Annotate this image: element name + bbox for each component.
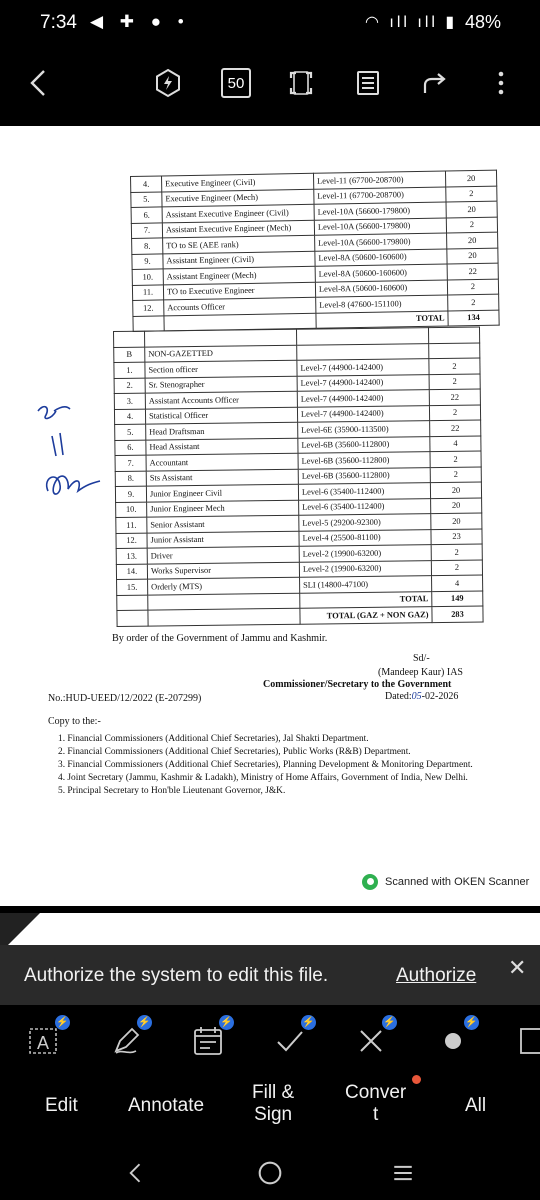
total-label-cell: TOTAL: [300, 591, 432, 608]
serial-number-cell: 10.: [116, 502, 147, 518]
authorize-banner: [0, 945, 540, 1005]
empty-cell: [296, 328, 428, 345]
serial-number-cell: 9.: [115, 486, 146, 502]
empty-cell: [117, 595, 148, 611]
pay-level-cell: Level-10A (56600-179800): [314, 217, 446, 235]
flash-icon[interactable]: [150, 65, 186, 101]
date-stamp-tool-icon[interactable]: [190, 1017, 233, 1063]
pay-level-cell: Level-10A (56600-179800): [314, 202, 446, 220]
scanner-logo-icon: [362, 874, 378, 890]
pay-level-cell: Level-10A (56600-179800): [315, 233, 447, 251]
share-icon[interactable]: [417, 65, 453, 101]
pay-level-cell: SLI (14800-47100): [300, 576, 432, 593]
empty-cell: [148, 593, 300, 610]
pay-level-cell: Level-5 (29200-92300): [299, 514, 431, 531]
serial-number-cell: 10.: [132, 269, 163, 285]
empty-cell: [148, 608, 300, 625]
serial-number-cell: 8.: [115, 471, 146, 487]
post-name-cell: Executive Engineer (Civil): [162, 173, 314, 191]
dated-rest: -02-2026: [421, 691, 459, 702]
pay-level-cell: Level-6B (35600-112800): [298, 452, 430, 469]
empty-cell: [117, 610, 148, 626]
post-name-cell: Junior Assistant: [147, 531, 299, 548]
premium-bolt-icon: ⚡: [56, 1017, 69, 1028]
pay-level-cell: Level-8A (50600-160600): [315, 279, 447, 297]
pay-level-cell: Level-8A (50600-160600): [315, 248, 447, 266]
authorize-message: Authorize the system to edit this file.: [24, 965, 329, 986]
authorize-button[interactable]: Authorize: [396, 965, 477, 986]
premium-bolt-icon: ⚡: [302, 1017, 315, 1028]
reference-number: No.:HUD-UEED/12/2022 (E-207299): [48, 693, 202, 704]
premium-bolt-icon: ⚡: [220, 1017, 233, 1028]
tab-all[interactable]: All: [465, 1095, 487, 1116]
new-feature-dot: [412, 1075, 421, 1084]
strength-cell: 2: [446, 217, 497, 233]
tab-annotate[interactable]: Annotate: [128, 1095, 205, 1116]
post-name-cell: Junior Engineer Civil: [146, 484, 298, 501]
serial-number-cell: 5.: [131, 191, 162, 207]
post-name-cell: Assistant Engineer (Civil): [163, 251, 315, 269]
serial-number-cell: 12.: [133, 300, 164, 316]
total-value-cell: 134: [448, 310, 499, 326]
post-name-cell: Head Assistant: [146, 438, 298, 455]
post-name-cell: TO to SE (AEE rank): [163, 235, 315, 253]
strength-cell: 4: [432, 575, 483, 591]
post-name-cell: Works Supervisor: [147, 562, 299, 579]
post-name-cell: Senior Assistant: [147, 515, 299, 532]
grand-total-row: [117, 606, 483, 626]
total-value-cell: 283: [432, 606, 483, 622]
strength-cell: 23: [431, 529, 482, 545]
serial-number-cell: 6.: [131, 207, 162, 223]
post-name-cell: Junior Engineer Mech: [147, 500, 299, 517]
serial-number-cell: 4.: [114, 409, 145, 425]
serial-number-cell: 1.: [114, 362, 145, 378]
pay-level-cell: Level-8A (50600-160600): [315, 264, 447, 282]
dated-label: Dated:: [385, 691, 412, 702]
strength-cell: 20: [431, 513, 482, 529]
empty-cell: [133, 315, 164, 331]
nav-recents-icon[interactable]: [385, 1155, 421, 1191]
signed-mark: Sd/-: [413, 653, 430, 664]
signatory-name: (Mandeep Kaur) IAS: [378, 667, 463, 678]
non-gazetted-staff-table: [113, 327, 484, 627]
serial-number-cell: 15.: [117, 579, 148, 595]
serial-number-cell: 3.: [114, 393, 145, 409]
strength-cell: 2: [430, 451, 481, 467]
document-page: [0, 126, 540, 906]
post-name-cell: Section officer: [145, 360, 297, 377]
post-name-cell: Sr. Stenographer: [145, 376, 297, 393]
serial-number-cell: 5.: [115, 424, 146, 440]
serial-number-cell: 9.: [132, 253, 163, 269]
checkmark-tool-icon[interactable]: [272, 1017, 315, 1063]
system-navigation-bar: [0, 1145, 540, 1200]
serial-number-cell: 7.: [131, 222, 162, 238]
tab-fill-and-sign[interactable]: [252, 1082, 294, 1126]
fullscreen-icon[interactable]: [283, 65, 319, 101]
serial-number-cell: 7.: [115, 455, 146, 471]
more-tool-icon[interactable]: [517, 1023, 540, 1063]
tab-convert-line1: Conver: [345, 1082, 407, 1103]
more-options-icon[interactable]: [483, 65, 519, 101]
pay-level-cell: Level-11 (67700-208700): [313, 171, 445, 189]
serial-number-cell: 11.: [116, 517, 147, 533]
serial-number-cell: 13.: [116, 548, 147, 564]
strength-cell: 2: [447, 279, 498, 295]
strength-cell: 2: [446, 186, 497, 202]
pay-level-cell: Level-2 (19900-63200): [299, 545, 431, 562]
serial-number-cell: 4.: [131, 176, 162, 192]
pen-tool-icon[interactable]: [108, 1017, 151, 1063]
strength-cell: 20: [446, 201, 497, 217]
empty-cell: [428, 327, 479, 343]
page-count-badge[interactable]: [218, 65, 254, 101]
serial-number-cell: 8.: [132, 238, 163, 254]
pay-level-cell: Level-4 (25500-81100): [299, 529, 431, 546]
section-letter-cell: B: [114, 347, 145, 363]
strength-cell: 4: [430, 436, 481, 452]
pay-level-cell: Level-7 (44900-142400): [297, 359, 429, 376]
list-item: 4. Joint Secretary (Jammu, Kashmir & Ladakh), Ministry of Home Affairs, Government of India, New Delhi.: [58, 773, 468, 783]
viewer-toolbar: [0, 48, 540, 118]
total-label-cell: TOTAL (GAZ + NON GAZ): [300, 607, 432, 624]
document-viewport[interactable]: [0, 118, 540, 958]
total-value-cell: 149: [432, 591, 483, 607]
svg-text:A: A: [37, 1033, 50, 1053]
close-icon[interactable]: ✕: [508, 955, 527, 980]
empty-cell: [297, 343, 429, 360]
post-name-cell: Assistant Executive Engineer (Civil): [162, 204, 314, 222]
post-name-cell: Sts Assistant: [146, 469, 298, 486]
post-name-cell: Accounts Officer: [164, 297, 316, 315]
strength-cell: 2: [448, 294, 499, 310]
post-name-cell: Assistant Executive Engineer (Mech): [162, 220, 314, 238]
list-item: 2. Financial Commissioners (Additional Chief Secretaries), Public Works (R&B) Department.: [58, 747, 411, 757]
post-name-cell: Assistant Engineer (Mech): [163, 266, 315, 284]
post-name-cell: Accountant: [146, 453, 298, 470]
empty-cell: [145, 329, 297, 346]
pay-level-cell: Level-2 (19900-63200): [299, 560, 431, 577]
pay-level-cell: Level-6E (35900-113500): [298, 421, 430, 438]
tab-convert-line2: t: [372, 1104, 379, 1125]
list-item: 1. Financial Commissioners (Additional Chief Secretaries), Jal Shakti Department.: [58, 734, 369, 744]
signal-wifi-icons: ◠ ıll ıll ▮: [365, 14, 458, 31]
empty-cell: [114, 331, 145, 347]
strength-cell: 22: [447, 263, 498, 279]
strength-cell: 20: [431, 498, 482, 514]
post-name-cell: Assistant Accounts Officer: [145, 391, 297, 408]
post-name-cell: Orderly (MTS): [148, 577, 300, 594]
tab-fill-and-sign-line2: Sign: [254, 1104, 293, 1125]
pay-level-cell: Level-6B (35600-112800): [298, 467, 430, 484]
post-name-cell: Statistical Officer: [145, 407, 297, 424]
pay-level-cell: Level-7 (44900-142400): [297, 374, 429, 391]
copy-to-heading: Copy to the:-: [48, 716, 101, 727]
back-arrow-icon[interactable]: [22, 65, 58, 101]
status-time: 7:34: [40, 12, 77, 33]
post-name-cell: TO to Executive Engineer: [163, 282, 315, 300]
status-bar: [0, 0, 540, 48]
premium-bolt-icon: ⚡: [383, 1017, 396, 1028]
notification-icons: ◀ ✚ ● •: [90, 12, 190, 31]
strength-cell: 22: [430, 420, 481, 436]
bottom-tab-bar: [0, 1075, 540, 1145]
dated-line: [385, 691, 458, 702]
premium-bolt-icon: ⚡: [465, 1017, 478, 1028]
scanner-credit-text: Scanned with OKEN Scanner: [385, 876, 530, 888]
pay-level-cell: Level-8 (47600-151100): [316, 295, 448, 313]
strength-cell: 20: [445, 170, 496, 186]
premium-bolt-icon: ⚡: [138, 1017, 151, 1028]
pay-level-cell: Level-6B (35600-112800): [298, 436, 430, 453]
copy-to-list: [58, 734, 478, 799]
tab-fill-and-sign-line1: Fill &: [252, 1082, 295, 1103]
serial-number-cell: 6.: [115, 440, 146, 456]
total-label-cell: TOTAL: [316, 310, 448, 328]
strength-cell: 20: [447, 248, 498, 264]
strength-cell: 2: [431, 544, 482, 560]
post-name-cell: Driver: [147, 546, 299, 563]
signatory-title: Commissioner/Secretary to the Government: [263, 679, 452, 690]
pay-level-cell: Level-7 (44900-142400): [297, 405, 429, 422]
strength-cell: 2: [431, 560, 482, 576]
battery-percentage: 48%: [465, 12, 502, 32]
handwritten-initials-signature: [30, 381, 110, 521]
serial-number-cell: 11.: [132, 284, 163, 300]
dated-day-handwritten: 05: [411, 691, 422, 702]
strength-cell: 20: [447, 232, 498, 248]
scanner-credit: [362, 874, 529, 890]
strength-cell: 2: [429, 374, 480, 390]
order-line: By order of the Government of Jammu and Kashmir.: [112, 633, 328, 644]
strength-cell: 2: [430, 467, 481, 483]
tab-edit[interactable]: Edit: [45, 1095, 78, 1116]
pay-level-cell: Level-6 (35400-112400): [299, 498, 431, 515]
list-item: 3. Financial Commissioners (Additional Chief Secretaries), Planning Development & Monitoring Department.: [58, 760, 473, 770]
nav-home-icon[interactable]: [252, 1155, 288, 1191]
section-title-cell: NON-GAZETTED: [145, 345, 297, 362]
strength-cell: 2: [429, 358, 480, 374]
serial-number-cell: 14.: [116, 564, 147, 580]
pay-level-cell: Level-11 (67700-208700): [314, 186, 446, 204]
strength-cell: 22: [429, 389, 480, 405]
gazetted-staff-table: [130, 170, 500, 332]
pay-level-cell: Level-6 (35400-112400): [298, 483, 430, 500]
pay-level-cell: Level-7 (44900-142400): [297, 390, 429, 407]
serial-number-cell: 12.: [116, 533, 147, 549]
edit-tools-row: [0, 1005, 540, 1075]
serial-number-cell: 2.: [114, 378, 145, 394]
dot-tool-icon[interactable]: [435, 1017, 478, 1063]
post-name-cell: Executive Engineer (Mech): [162, 189, 314, 207]
nav-back-icon[interactable]: [118, 1155, 154, 1191]
cross-mark-tool-icon[interactable]: [353, 1017, 396, 1063]
tab-convert[interactable]: [345, 1082, 406, 1126]
list-item: 5. Principal Secretary to Hon'ble Lieutenant Governor, J&K.: [58, 786, 286, 796]
strength-cell: 2: [429, 405, 480, 421]
post-name-cell: Head Draftsman: [146, 422, 298, 439]
text-edit-tool-icon[interactable]: [26, 1017, 69, 1063]
strength-cell: 20: [430, 482, 481, 498]
page-count-label: 50: [221, 68, 251, 98]
reader-mode-icon[interactable]: [350, 65, 386, 101]
empty-cell: [429, 343, 480, 359]
